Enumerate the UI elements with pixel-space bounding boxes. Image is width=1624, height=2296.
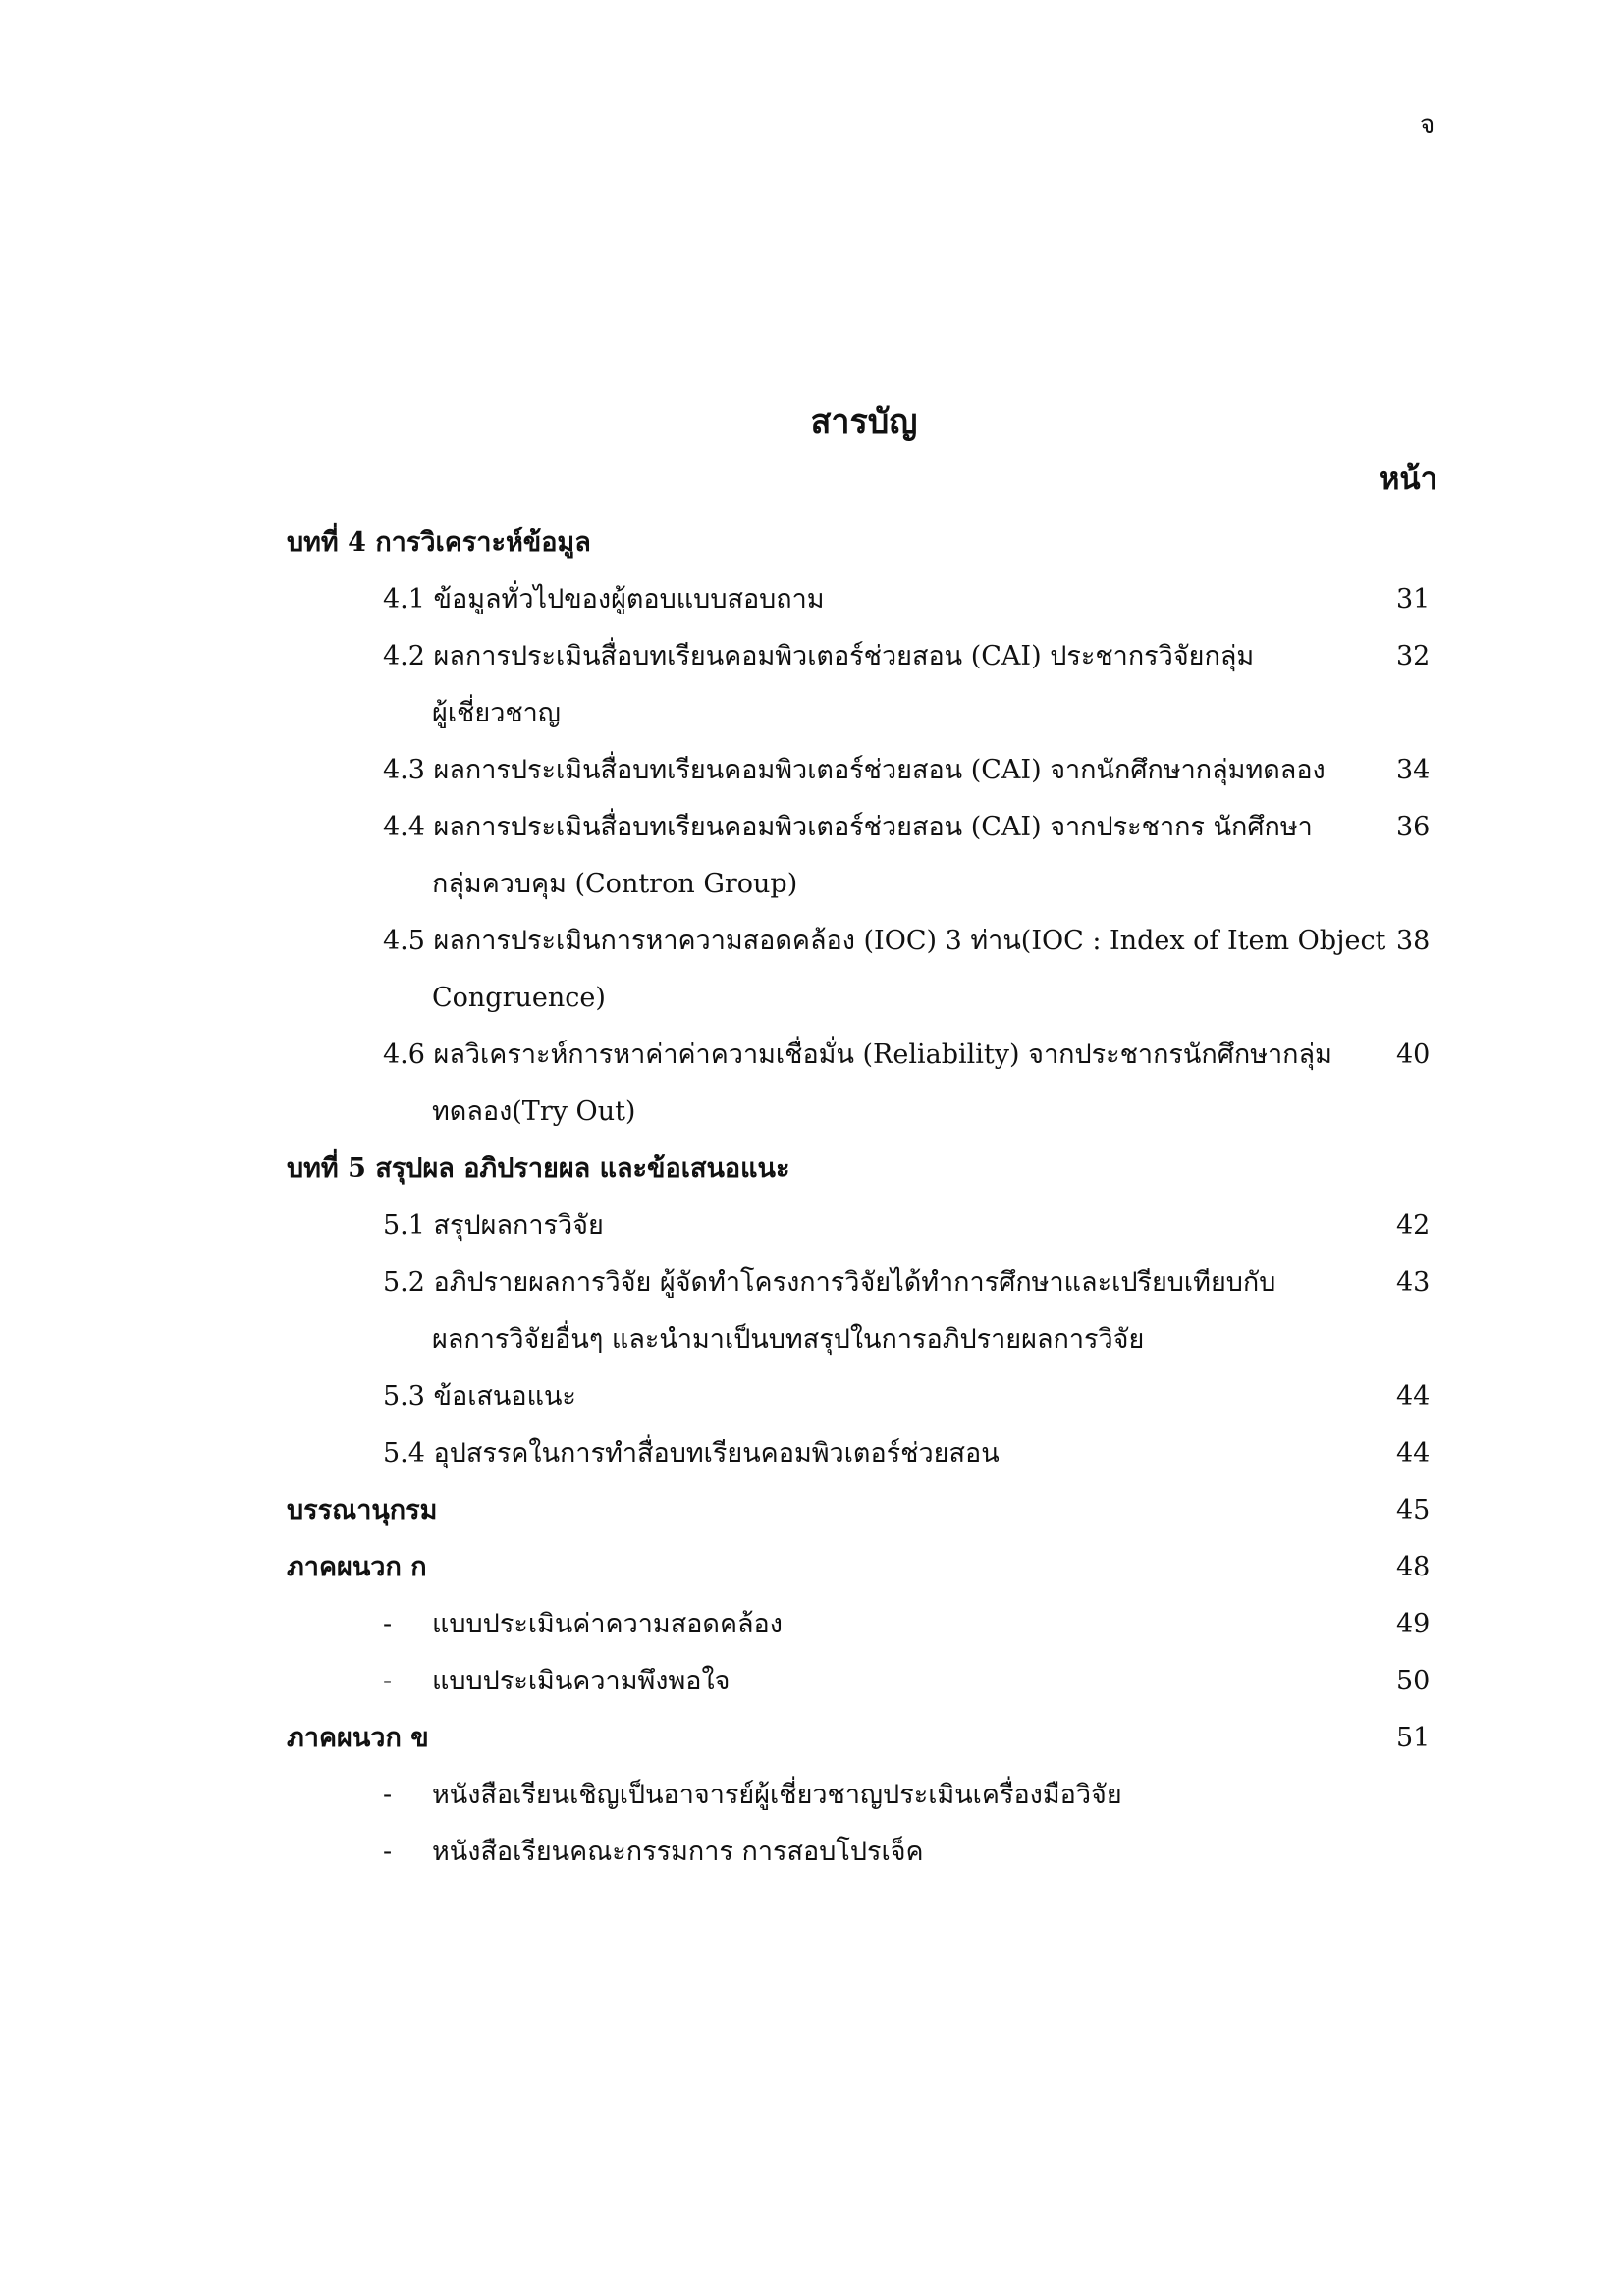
- toc-entry: [287, 628, 1445, 685]
- toc-bullet-entry: [287, 1767, 1445, 1824]
- toc-entry-label: แบบประเมินค่าความสอดคล้อง: [432, 1609, 783, 1639]
- toc-page-number: 48: [1396, 1552, 1431, 1582]
- bullet-dash: -: [383, 1666, 393, 1696]
- toc-entry-label: Congruence): [432, 983, 606, 1013]
- toc-page-number: 51: [1396, 1723, 1431, 1753]
- toc-chapter-entry: [287, 514, 1445, 571]
- toc-bullet-entry: [287, 1653, 1445, 1710]
- toc-entry-label: 4.3 ผลการประเมินสื่อบทเรียนคอมพิวเตอร์ช่วยสอน (CAI) จากนักศึกษากลุ่มทดลอง: [383, 755, 1326, 785]
- toc-entry: [287, 1255, 1445, 1311]
- toc-entry-label: ผู้เชี่ยวชาญ: [432, 698, 561, 728]
- toc-chapter-entry: [287, 1141, 1445, 1198]
- toc-entry-label: 4.5 ผลการประเมินการหาความสอดคล้อง (IOC) 3 ท่าน(IOC : Index of Item Object: [383, 926, 1386, 956]
- toc-page-number: 50: [1396, 1666, 1431, 1696]
- toc-page-number: 45: [1396, 1495, 1431, 1525]
- page-title: สารบัญ: [810, 402, 918, 442]
- toc-page-number: 31: [1396, 584, 1431, 614]
- page-number: จ: [1420, 110, 1435, 139]
- toc-entry: [287, 913, 1445, 970]
- toc-entry-label: ทดลอง(Try Out): [432, 1096, 636, 1127]
- toc-entry-label: บทที่ 5 สรุปผล อภิปรายผล และข้อเสนอแนะ: [287, 1153, 790, 1184]
- toc-page-number: 44: [1396, 1438, 1431, 1468]
- toc-entry-label: 5.4 อุปสรรคในการทำสื่อบทเรียนคอมพิวเตอร์ช่วยสอน: [383, 1438, 1000, 1468]
- toc-page-number: 40: [1396, 1040, 1431, 1070]
- toc-page-number: 38: [1396, 926, 1431, 956]
- toc-entry-continuation: [287, 970, 1445, 1027]
- toc-entry-label: ผลการวิจัยอื่นๆ และนำมาเป็นบทสรุปในการอภิปรายผลการวิจัย: [432, 1324, 1145, 1355]
- toc-entry-continuation: [287, 1311, 1445, 1368]
- toc-entry-label: 4.4 ผลการประเมินสื่อบทเรียนคอมพิวเตอร์ช่วยสอน (CAI) จากประชากร นักศึกษา: [383, 812, 1313, 842]
- toc-entry-label: 5.2 อภิปรายผลการวิจัย ผู้จัดทำโครงการวิจัยได้ทำการศึกษาและเปรียบเทียบกับ: [383, 1267, 1276, 1298]
- toc-entry-continuation: [287, 685, 1445, 742]
- toc-entry: [287, 742, 1445, 799]
- toc-page-number: 44: [1396, 1381, 1431, 1412]
- toc-entry-label: บรรณานุกรม: [287, 1495, 438, 1525]
- toc-chapter-entry: [287, 1710, 1445, 1767]
- toc-entry: [287, 1027, 1445, 1084]
- bullet-dash: -: [383, 1837, 393, 1867]
- toc-entry-label: ภาคผนวก ข: [287, 1723, 429, 1753]
- toc-entry-label: บทที่ 4 การวิเคราะห์ข้อมูล: [287, 527, 591, 558]
- toc-entry-continuation: [287, 856, 1445, 913]
- toc-entry-label: 5.1 สรุปผลการวิจัย: [383, 1210, 604, 1241]
- toc-entry: [287, 1198, 1445, 1255]
- toc-entry-label: หนังสือเรียนคณะกรรมการ การสอบโปรเจ็ค: [432, 1837, 924, 1867]
- toc-bullet-entry: [287, 1824, 1445, 1881]
- toc-page-number: 49: [1396, 1609, 1431, 1639]
- toc-chapter-entry: [287, 1539, 1445, 1596]
- toc-page-number: 36: [1396, 812, 1431, 842]
- toc-chapter-entry: [287, 1482, 1445, 1539]
- toc-entry-label: ภาคผนวก ก: [287, 1552, 427, 1582]
- toc-page-number: 43: [1396, 1267, 1431, 1298]
- toc-page-number: 42: [1396, 1210, 1431, 1241]
- toc-page-number: 32: [1396, 641, 1431, 671]
- toc-entry-label: กลุ่มควบคุม (Contron Group): [432, 869, 798, 899]
- toc-entry: [287, 1425, 1445, 1482]
- toc-bullet-entry: [287, 1596, 1445, 1653]
- toc-entry: [287, 1368, 1445, 1425]
- toc-entry-label: 4.6 ผลวิเคราะห์การหาค่าค่าความเชื่อมั่น (Reliability) จากประชากรนักศึกษากลุ่ม: [383, 1040, 1332, 1070]
- bullet-dash: -: [383, 1609, 393, 1639]
- toc-entry-label: หนังสือเรียนเชิญเป็นอาจารย์ผู้เชี่ยวชาญประเมินเครื่องมือวิจัย: [432, 1780, 1122, 1810]
- toc-entry-label: 5.3 ข้อเสนอแนะ: [383, 1381, 576, 1412]
- toc-entry-label: 4.1 ข้อมูลทั่วไปของผู้ตอบแบบสอบถาม: [383, 584, 825, 614]
- page-column-header: หน้า: [1380, 461, 1438, 497]
- toc-entry-label: 4.2 ผลการประเมินสื่อบทเรียนคอมพิวเตอร์ช่วยสอน (CAI) ประชากรวิจัยกลุ่ม: [383, 641, 1255, 671]
- toc-entry: [287, 799, 1445, 856]
- table-of-contents: [287, 514, 1445, 1881]
- toc-entry-continuation: [287, 1084, 1445, 1141]
- toc-page-number: 34: [1396, 755, 1431, 785]
- bullet-dash: -: [383, 1780, 393, 1810]
- toc-entry: [287, 571, 1445, 628]
- toc-entry-label: แบบประเมินความพึงพอใจ: [432, 1666, 731, 1696]
